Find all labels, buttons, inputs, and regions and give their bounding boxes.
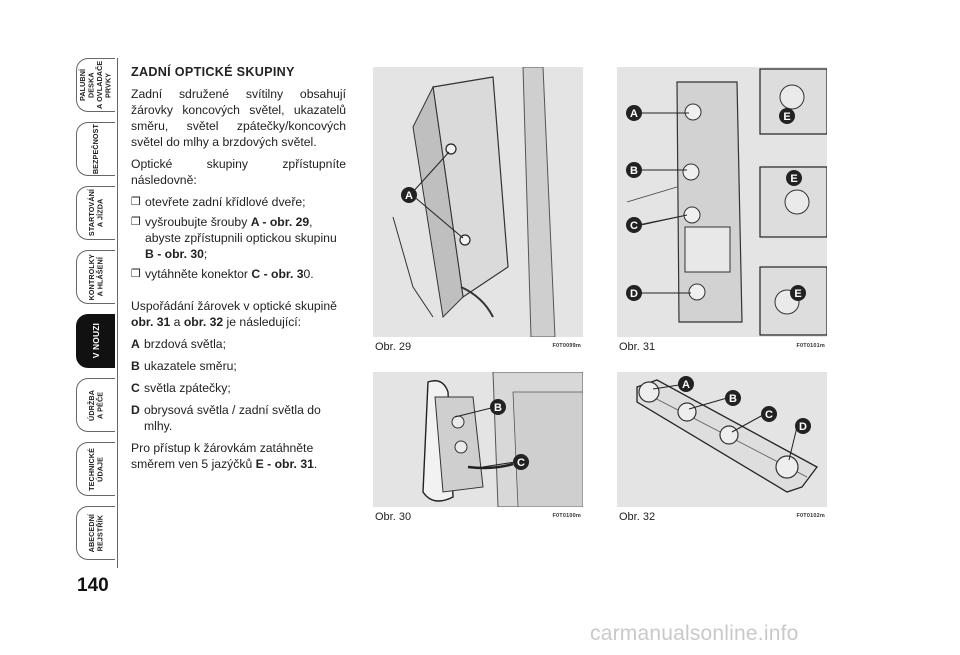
- tab-palubni-deska[interactable]: PALUBNÍ DESKA A OVLADAČE PRVKY: [76, 58, 115, 112]
- svg-text:E: E: [794, 288, 802, 300]
- svg-text:B: B: [729, 393, 737, 405]
- figure-code: F0T0101m: [796, 343, 825, 349]
- marker-e: [779, 108, 795, 124]
- marker-b: [490, 399, 506, 415]
- step-3: ❒ vytáhněte konektor C - obr. 30.: [131, 267, 314, 281]
- svg-text:C: C: [630, 220, 638, 232]
- legend-item: B ukazatele směru;: [131, 359, 237, 373]
- svg-text:A: A: [682, 379, 690, 391]
- step-2: ❒ vyšroubujte šrouby A - obr. 29, abyste zpřístupnili optickou skupinu B - obr. 30;: [131, 215, 337, 261]
- access-paragraph: Optické skupiny zpřístupníte následovně:: [131, 157, 346, 187]
- arrangement-paragraph: Uspořádání žárovek v optické skupině obr. 31 a obr. 32 je následující:: [131, 299, 337, 329]
- svg-text:E: E: [790, 173, 798, 185]
- tab-bezpecnost[interactable]: BEZPEČNOST: [76, 122, 115, 176]
- svg-text:E: E: [783, 111, 791, 123]
- figure-caption: Obr. 32: [619, 511, 656, 523]
- tab-udrzba[interactable]: ÚDRŽBA A PÉČE: [76, 378, 115, 432]
- section-title: ZADNÍ OPTICKÉ SKUPINY: [131, 65, 295, 79]
- figure-30-illustration: [373, 372, 583, 507]
- marker-c: [513, 454, 529, 470]
- final-paragraph: Pro přístup k žárovkám zatáhněte směrem ven 5 jazýčků E - obr. 31.: [131, 441, 318, 471]
- intro-paragraph: Zadní sdružené svítilny obsahují žárovky koncových světel, ukazatelů směru, světel zpátečky/koncových světel do mlhy a brzdových světel.: [131, 87, 346, 149]
- step-1: ❒ otevřete zadní křídlové dveře;: [131, 195, 306, 209]
- text-column: [131, 64, 346, 478]
- svg-text:A: A: [405, 190, 413, 202]
- tab-kontrolky[interactable]: KONTROLKY A HLÁŠENÍ: [76, 250, 115, 304]
- watermark: carmanualsonline.info: [590, 622, 799, 645]
- figure-31-illustration: [617, 67, 827, 337]
- marker-b: [626, 162, 642, 178]
- marker-c: [626, 217, 642, 233]
- figure-caption: Obr. 31: [619, 341, 656, 353]
- svg-text:D: D: [630, 288, 638, 300]
- figure-caption: Obr. 29: [375, 341, 412, 353]
- marker-e: [786, 170, 802, 186]
- figure-code: F0T0102m: [796, 513, 825, 519]
- tab-startovani[interactable]: STARTOVÁNÍ A JÍZDA: [76, 186, 115, 240]
- svg-text:B: B: [630, 165, 638, 177]
- legend-item: D obrysová světla / zadní světla do mlhy.: [131, 403, 321, 433]
- checkbox-icon: ❒: [131, 268, 141, 280]
- tab-rejstrik[interactable]: ABECEDNÍ REJSTŘÍK: [76, 506, 115, 560]
- svg-text:C: C: [517, 457, 525, 469]
- figure-30: [373, 372, 583, 642]
- figure-32: [617, 372, 827, 642]
- figure-caption: Obr. 30: [375, 511, 412, 523]
- marker-a: [678, 376, 694, 392]
- checkbox-icon: ❒: [131, 216, 141, 228]
- marker-d: [795, 418, 811, 434]
- figure-29: [373, 67, 583, 353]
- svg-text:D: D: [799, 421, 807, 433]
- figure-code: F0T0100m: [552, 513, 581, 519]
- checkbox-icon: ❒: [131, 196, 141, 208]
- marker-d: [626, 285, 642, 301]
- marker-a: [626, 105, 642, 121]
- svg-text:B: B: [494, 402, 502, 414]
- marker-e: [790, 285, 806, 301]
- marker-b: [725, 390, 741, 406]
- figure-32-illustration: [617, 372, 827, 507]
- marker-c: [761, 406, 777, 422]
- figure-code: F0T0099m: [552, 343, 581, 349]
- tab-v-nouzi[interactable]: V NOUZI: [76, 314, 115, 368]
- page-number: 140: [77, 575, 109, 596]
- figure-29-illustration: [373, 67, 583, 337]
- svg-text:C: C: [765, 409, 773, 421]
- marker-a: [401, 187, 417, 203]
- svg-text:A: A: [630, 108, 638, 120]
- legend-item: C světla zpátečky;: [131, 381, 231, 395]
- tab-technicke-udaje[interactable]: TECHNICKÉ ÚDAJE: [76, 442, 115, 496]
- legend-item: A brzdová světla;: [131, 337, 226, 351]
- figure-31: [617, 67, 827, 353]
- tab-divider: [117, 58, 118, 568]
